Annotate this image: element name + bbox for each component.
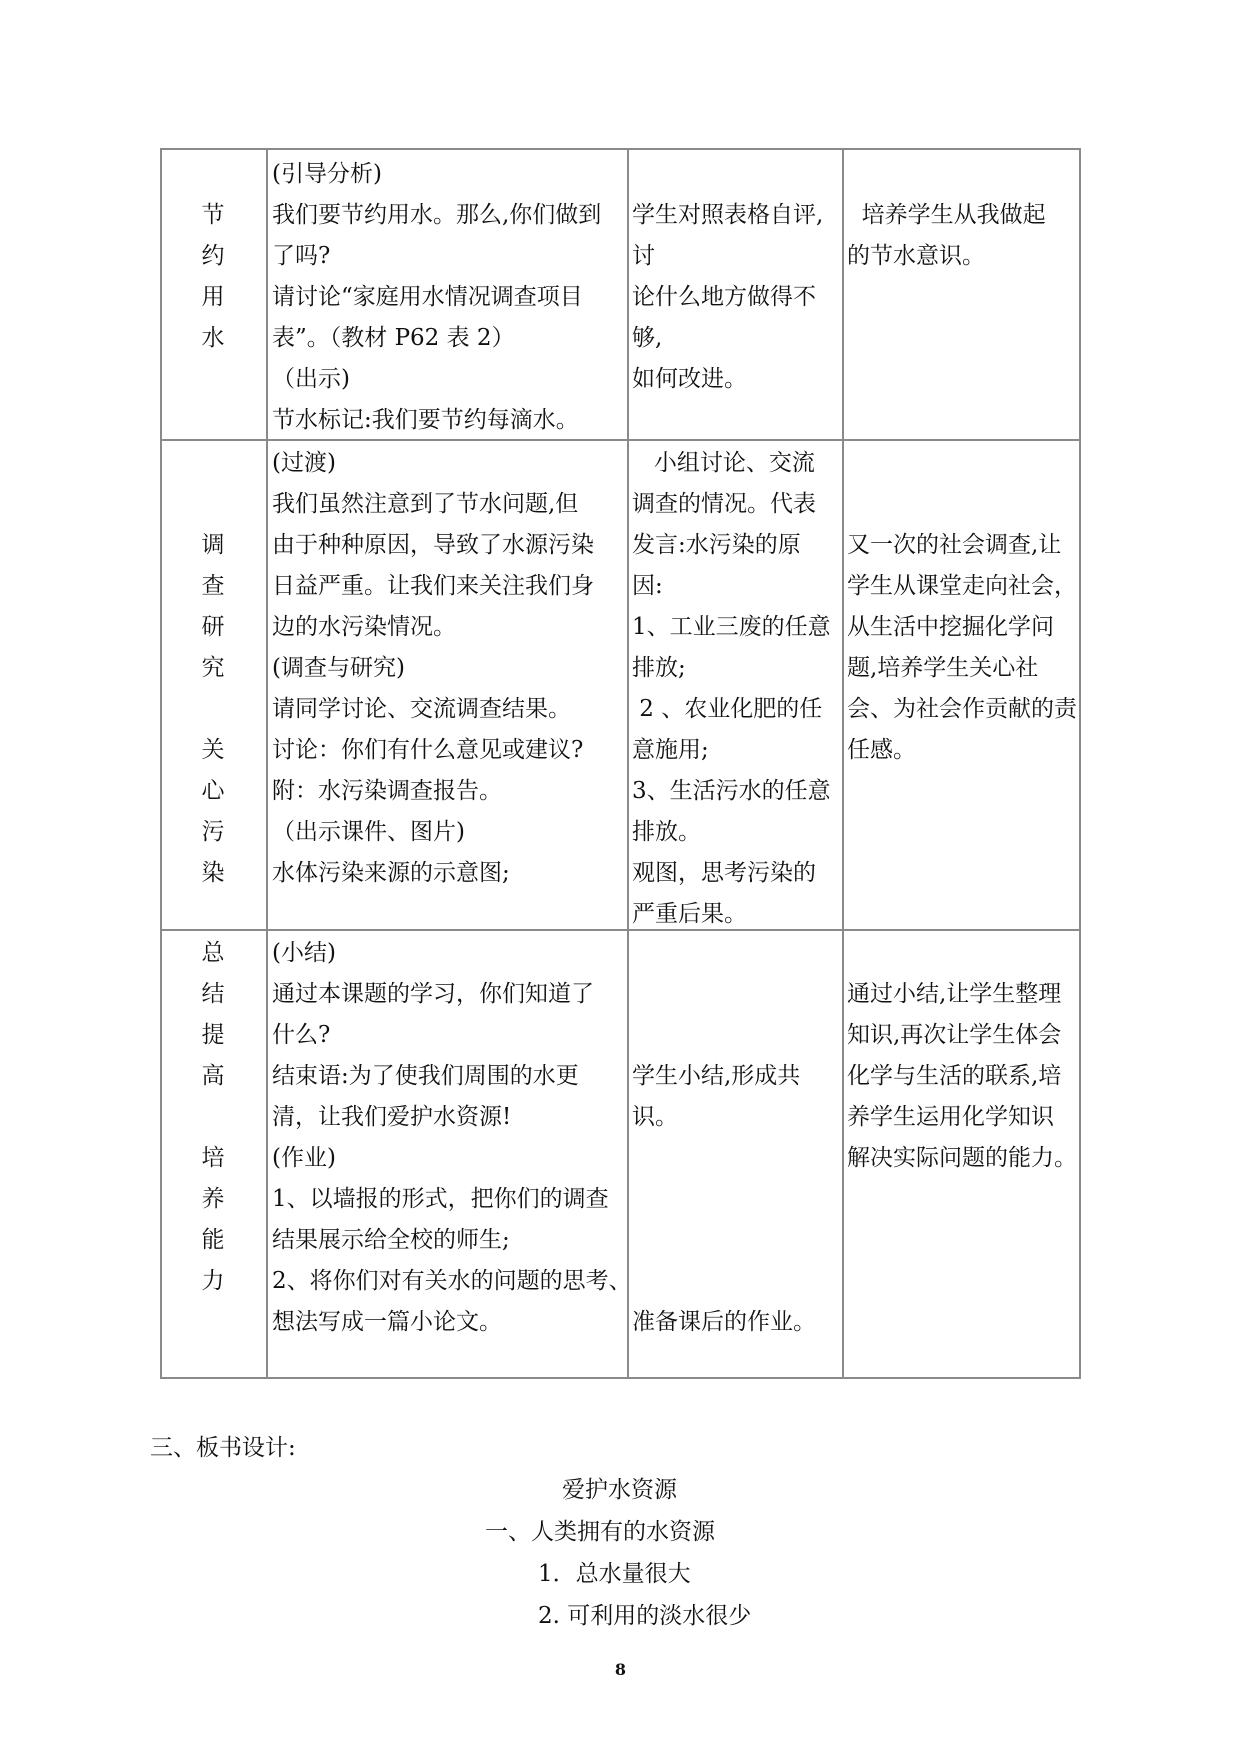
lesson-table xyxy=(160,148,1081,1379)
teacher-activity-cell: (过渡) 我们虽然注意到了节水问题,但 由于种种原因，导致了水源污染 日益严重。让我们来关注我们身 边的水污染情况。 (调查与研究) 请同学讨论、交流调查结果。 讨论：你们有什么意见或建议? 附：水污染调查报告。 （出示课件、图片) 水体污染来源的示意图; xyxy=(272,450,594,886)
column-divider xyxy=(842,150,844,1377)
row-label-water-saving: 节 约 用 水 xyxy=(201,202,225,351)
board-item: 2. 可利用的淡水很少 xyxy=(538,1603,752,1629)
design-purpose-cell: 通过小结,让学生整理 知识,再次让学生体会 化学与生活的联系,培 养学生运用化学知识 解决实际问题的能力。 xyxy=(847,981,1077,1171)
board-section: 一、人类拥有的水资源 xyxy=(485,1519,715,1545)
column-divider xyxy=(266,150,268,1377)
design-purpose-cell: 又一次的社会调查,让 学生从课堂走向社会， 从生活中挖掘化学问 题,培养学生关心社 会、为社会作贡献的责 任感。 xyxy=(847,532,1077,763)
student-activity-cell: 学生小结,形成共 识。 准备课后的作业。 xyxy=(632,1063,816,1335)
row-label-summary: 总 结 提 高 培 养 能 力 xyxy=(201,940,225,1294)
board-title: 爱护水资源 xyxy=(562,1477,677,1503)
page-number: 8 xyxy=(614,1660,627,1679)
student-activity-cell: 学生对照表格自评, 讨 论什么地方做得不 够, 如何改进。 xyxy=(632,202,824,392)
teacher-activity-cell: (引导分析) 我们要节约用水。那么,你们做到 了吗? 请讨论“家庭用水情况调查项目 表”。（教材 P62 表 2） （出示) 节水标记:我们要节约每滴水。 xyxy=(272,161,602,433)
row-divider xyxy=(162,929,1079,931)
design-purpose-cell: 培养学生从我做起 的节水意识。 xyxy=(847,202,1046,269)
board-design-heading: 三、板书设计: xyxy=(150,1435,296,1461)
student-activity-cell: 小组讨论、交流 调查的情况。代表 发言:水污染的原 因: 1、工业三废的任意 排放; 2 、农业化肥的任 意施用; 3、生活污水的任意 排放。 观图，思考污染的 严重后果。 xyxy=(632,450,831,927)
row-label-pollution: 调 查 研 究 关 心 污 染 xyxy=(201,532,225,886)
teacher-activity-cell: (小结) 通过本课题的学习，你们知道了 什么? 结束语:为了使我们周围的水更 清，让我们爱护水资源! (作业) 1、以墙报的形式，把你们的调查 结果展示给全校的师生; 2、将你们对有关水的问题的思考、 想法写成一篇小论文。 xyxy=(272,940,632,1335)
board-item: 1．总水量很大 xyxy=(538,1561,691,1587)
